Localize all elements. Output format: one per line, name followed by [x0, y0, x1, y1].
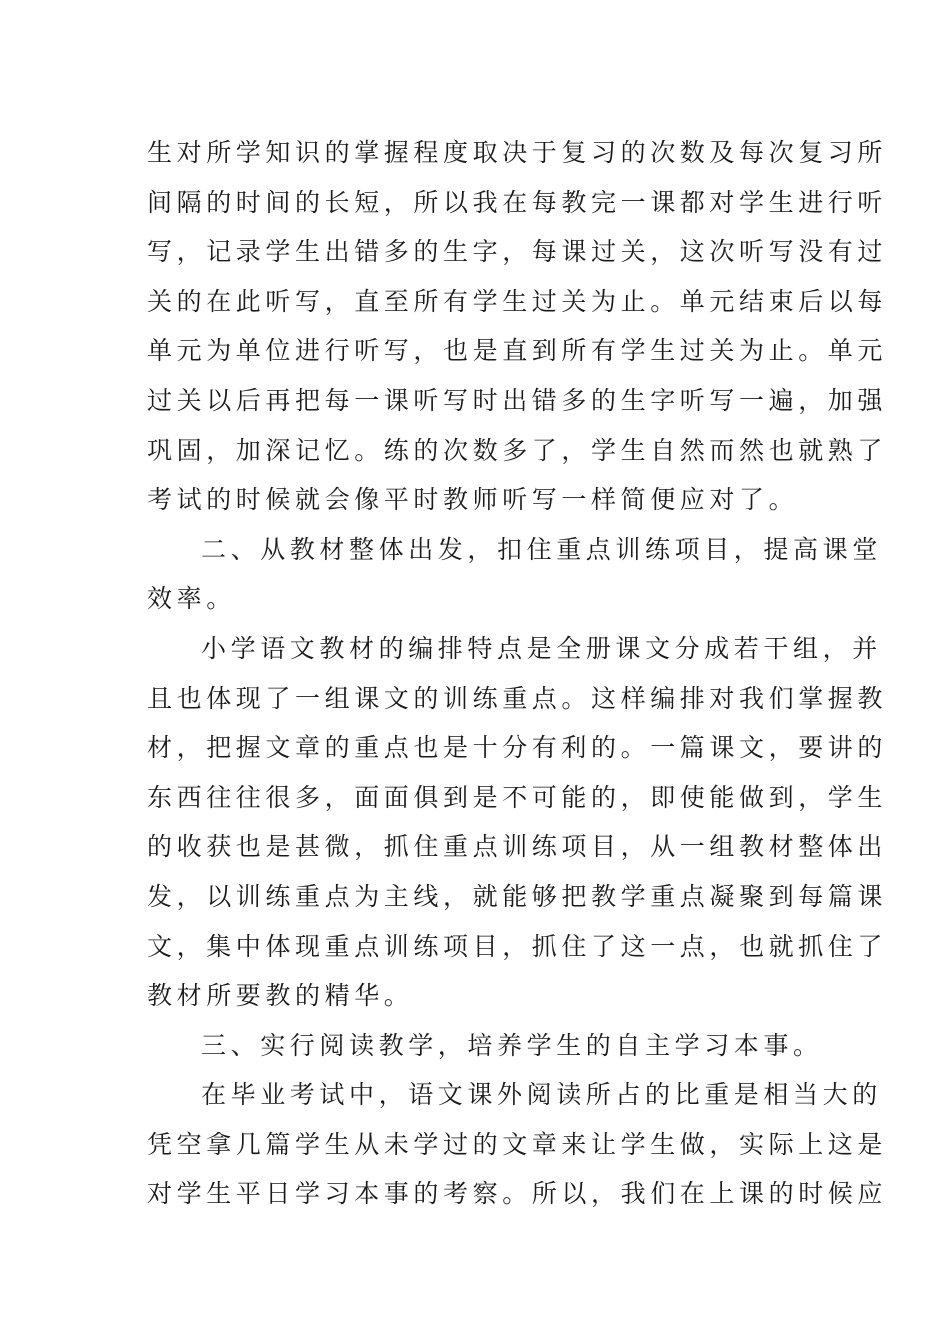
text-line: 小学语文教材的编排特点是全册课文分成若干组，并	[201, 633, 882, 663]
text-line: 发，以训练重点为主线，就能够把教学重点凝聚到每篇课	[147, 881, 888, 911]
section-heading-line: 三、实行阅读教学，培养学生的自主学习本事。	[201, 1030, 823, 1060]
text-line: 关的在此听写，直至所有学生过关为止。单元结束后以每	[147, 286, 888, 316]
text-line: 东西往往很多，面面俱到是不可能的，即使能做到，学生	[147, 782, 888, 812]
text-line: 写，记录学生出错多的生字，每课过关，这次听写没有过	[147, 237, 888, 267]
text-line: 对学生平日学习本事的考察。所以，我们在上课的时候应	[147, 1179, 888, 1209]
text-line: 生对所学知识的掌握程度取决于复习的次数及每次复习所	[147, 138, 888, 167]
section-heading-line: 效率。	[147, 584, 236, 614]
section-heading-line: 二、从教材整体出发，扣住重点训练项目，提高课堂	[201, 534, 882, 564]
text-line: 过关以后再把每一课听写时出错多的生字听写一遍，加强	[147, 385, 888, 415]
text-line: 考试的时候就会像平时教师听写一样简便应对了。	[147, 485, 799, 515]
text-line: 在毕业考试中，语文课外阅读所占的比重是相当大的	[201, 1080, 882, 1110]
text-line: 间隔的时间的长短，所以我在每教完一课都对学生进行听	[147, 187, 888, 217]
text-line: 凭空拿几篇学生从未学过的文章来让学生做，实际上这是	[147, 1129, 888, 1159]
text-line: 材，把握文章的重点也是十分有利的。一篇课文，要讲的	[147, 733, 888, 763]
text-line: 且也体现了一组课文的训练重点。这样编排对我们掌握教	[147, 683, 888, 713]
text-line: 单元为单位进行听写，也是直到所有学生过关为止。单元	[147, 336, 888, 366]
text-line: 文，集中体现重点训练项目，抓住了这一点，也就抓住了	[147, 931, 888, 961]
document-body	[147, 128, 888, 1219]
text-line: 巩固，加深记忆。练的次数多了，学生自然而然也就熟了	[147, 435, 888, 465]
text-line: 教材所要教的精华。	[147, 981, 414, 1011]
text-line: 的收获也是甚微，抓住重点训练项目，从一组教材整体出	[147, 832, 888, 862]
